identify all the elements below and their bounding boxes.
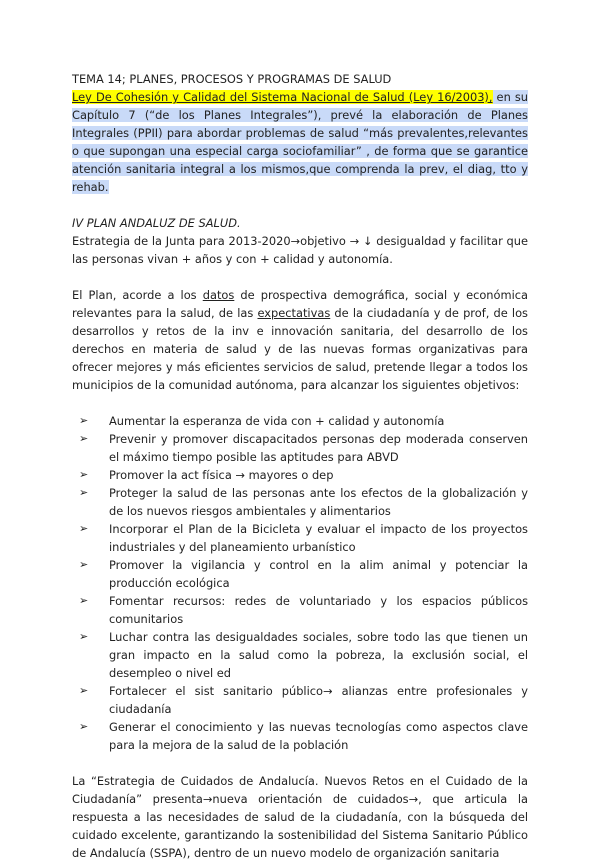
document-body [72, 70, 528, 862]
objective-item [72, 682, 528, 718]
plan-text-2: de prospectiva demográfica, social y económica relevantes para la salud, de las [72, 288, 528, 320]
plan-section-title: IV PLAN ANDALUZ DE SALUD. [72, 216, 241, 230]
arrow-bullet-icon: ➢ [79, 684, 89, 697]
objective-text: Incorporar el Plan de la Bicicleta y evaluar el impacto de los proyectos industriales y del planeamiento urbanístico [109, 522, 528, 554]
objective-item [72, 592, 528, 628]
objective-text: Fortalecer el sist sanitario público→ alianzas entre profesionales y ciudadanía [109, 684, 528, 716]
strategy-paragraph: Estrategia de la Junta para 2013-2020→objetivo → ↓ desigualdad y facilitar que las personas vivan + años y con + calidad y autonomía. [72, 234, 528, 266]
arrow-bullet-icon: ➢ [79, 720, 89, 733]
arrow-bullet-icon: ➢ [79, 630, 89, 643]
arrow-bullet-icon: ➢ [79, 558, 89, 571]
arrow-bullet-icon: ➢ [79, 522, 89, 535]
plan-paragraph [72, 286, 528, 394]
law-reference-link[interactable]: Ley De Cohesión y Calidad del Sistema Nacional de Salud (Ley 16/2003), [72, 90, 493, 104]
arrow-bullet-icon: ➢ [79, 432, 89, 445]
objective-text: Aumentar la esperanza de vida con + calidad y autonomía [109, 414, 445, 428]
objective-text: Generar el conocimiento y las nuevas tecnologías como aspectos clave para la mejora de la salud de la población [109, 720, 528, 752]
objective-item [72, 430, 528, 466]
intro-highlighted-text: en su Capítulo 7 (“de los Planes Integrales”), prevé la elaboración de Planes Integrales (PPII) para abordar problemas de salud “más prevalentes,relevantes o que supongan una especial carga sociofamiliar” , de forma que se garantice atención sanitaria integral a los mismos,que comprenda la prev, el diag, tto y rehab. [72, 90, 528, 194]
arrow-bullet-icon: ➢ [79, 468, 89, 481]
page-title: TEMA 14; PLANES, PROCESOS Y PROGRAMAS DE SALUD [72, 72, 392, 86]
objective-text: Fomentar recursos: redes de voluntariado y los espacios públicos comunitarios [109, 594, 528, 626]
objective-text: Promover la vigilancia y control en la alim animal y potenciar la producción ecológica [109, 558, 528, 590]
arrow-bullet-icon: ➢ [79, 486, 89, 499]
plan-text-3: de la ciudadanía y de prof, de los desarrollos y retos de la inv e innovación sanitaria, del desarrollo de los derechos en materia de salud y de las nuevas formas organizativas para ofrecer mejores y más eficientes servicios de salud, pretende llegar a todos los municipios de la comunidad autónoma, para alcanzar los siguientes objetivos: [72, 306, 528, 392]
objective-text: Proteger la salud de las personas ante los efectos de la globalización y de los nuevos riesgos ambientales y alimentarios [109, 486, 528, 518]
arrow-bullet-icon: ➢ [79, 414, 89, 427]
objective-item [72, 412, 528, 430]
objective-item [72, 628, 528, 682]
objectives-list [72, 412, 528, 754]
objective-item [72, 466, 528, 484]
datos-underlined: datos [202, 288, 235, 302]
plan-text-1: El Plan, acorde a los [72, 288, 203, 302]
objective-item [72, 718, 528, 754]
arrow-bullet-icon: ➢ [79, 594, 89, 607]
objective-text: Prevenir y promover discapacitados personas dep moderada conserven el máximo tiempo posible las aptitudes para ABVD [109, 432, 528, 464]
objective-item [72, 484, 528, 520]
objective-text: Promover la act física → mayores o dep [109, 468, 334, 482]
closing-paragraph: La “Estrategia de Cuidados de Andalucía. Nuevos Retos en el Cuidado de la Ciudadanía” presenta→nueva orientación de cuidados→, que articula la respuesta a las necesidades de salud de la ciudadanía, con la búsqueda del cuidado excelente, garantizando la sostenibilidad del Sistema Sanitario Público de Andalucía (SSPA), dentro de un nuevo modelo de organización sanitaria [72, 774, 528, 860]
objective-item [72, 556, 528, 592]
expectativas-underlined: expectativas [257, 306, 331, 320]
objective-text: Luchar contra las desigualdades sociales, sobre todo las que tienen un gran impacto en la salud como la pobreza, la exclusión social, el desempleo o nivel ed [109, 630, 528, 680]
intro-paragraph [72, 88, 528, 196]
objective-item [72, 520, 528, 556]
